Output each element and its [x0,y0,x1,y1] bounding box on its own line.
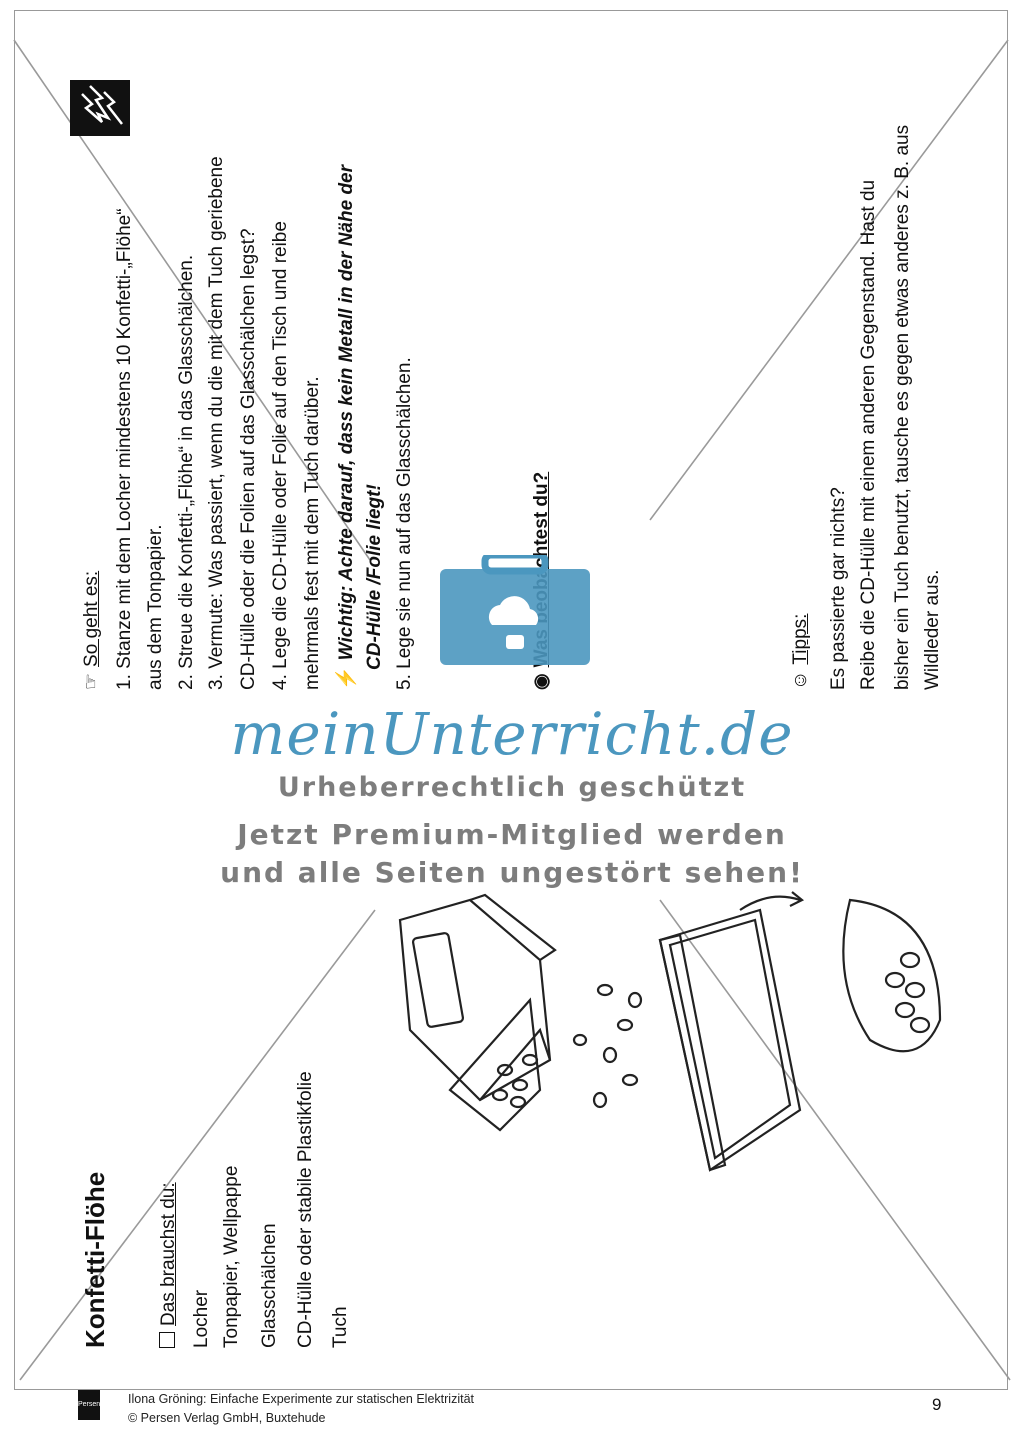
instruction-line: aus dem Tonpapier. [145,524,166,690]
tips-line: Wildleder aus. [922,569,943,690]
page-title: Konfetti-Flöhe [80,1171,110,1348]
checkbox-icon [159,1332,175,1348]
material-item: CD-Hülle oder stabile Plastikfolie [295,1071,316,1348]
eye-icon: ◉ [531,673,552,690]
smiley-icon: ☺ [790,670,811,690]
lightning-small-icon: ⚡ [336,666,357,690]
warning-line: CD-Hülle /Folie liegt! [364,484,385,670]
instructions-heading: ☞So geht es: [81,570,102,690]
tips-line: Es passierte gar nichts? [828,487,849,690]
footer-line: © Persen Verlag GmbH, Buxtehude [128,1411,326,1425]
tips-line: Reibe die CD-Hülle mit einem anderen Gegenstand. Hast du [858,179,879,690]
hand-icon: ☞ [81,672,102,690]
watermark-line: Jetzt Premium-Mitglied werden [237,818,787,851]
publisher-logo: Persen [78,1390,100,1420]
watermark-logo: meinUnterricht.de [230,700,794,768]
material-item: Tonpapier, Wellpappe [221,1165,242,1348]
instruction-line: CD-Hülle oder die Folien auf das Glasschälchen legst? [238,228,259,690]
briefcase-icon [440,555,590,665]
instruction-line: 3. Vermute: Was passiert, wenn du die mit dem Tuch geriebene [206,156,227,690]
materials-heading: Das brauchst du: [158,1182,180,1348]
tips-heading: ☺Tipps: [790,613,811,690]
experiment-illustration [380,890,980,1190]
watermark-line: und alle Seiten ungestört sehen! [220,856,804,889]
watermark-line: Urheberrechtlich geschützt [277,772,747,803]
instruction-line: 5. Lege sie nun auf das Glasschälchen. [394,357,415,690]
footer-line: Ilona Gröning: Einfache Experimente zur statischen Elektrizität [128,1392,475,1406]
instruction-line: 4. Lege die CD-Hülle oder Folie auf den Tisch und reibe [270,221,291,690]
instruction-line: 1. Stanze mit dem Locher mindestens 10 Konfetti-„Flöhe“ [114,208,135,690]
lightning-icon [68,78,132,138]
warning-line: ⚡Wichtig: Achte darauf, dass kein Metall in der Nähe der [336,164,357,690]
instruction-line: 2. Streue die Konfetti-„Flöhe“ in das Glasschälchen. [176,254,197,690]
instruction-line: mehrmals fest mit dem Tuch darüber. [302,376,323,690]
material-item: Tuch [330,1306,351,1348]
page-number: 9 [932,1395,942,1414]
material-item: Locher [191,1289,212,1348]
tips-line: bisher ein Tuch benutzt, tausche es gegen etwas anderes z. B. aus [892,124,913,690]
material-item: Glasschälchen [259,1223,280,1348]
